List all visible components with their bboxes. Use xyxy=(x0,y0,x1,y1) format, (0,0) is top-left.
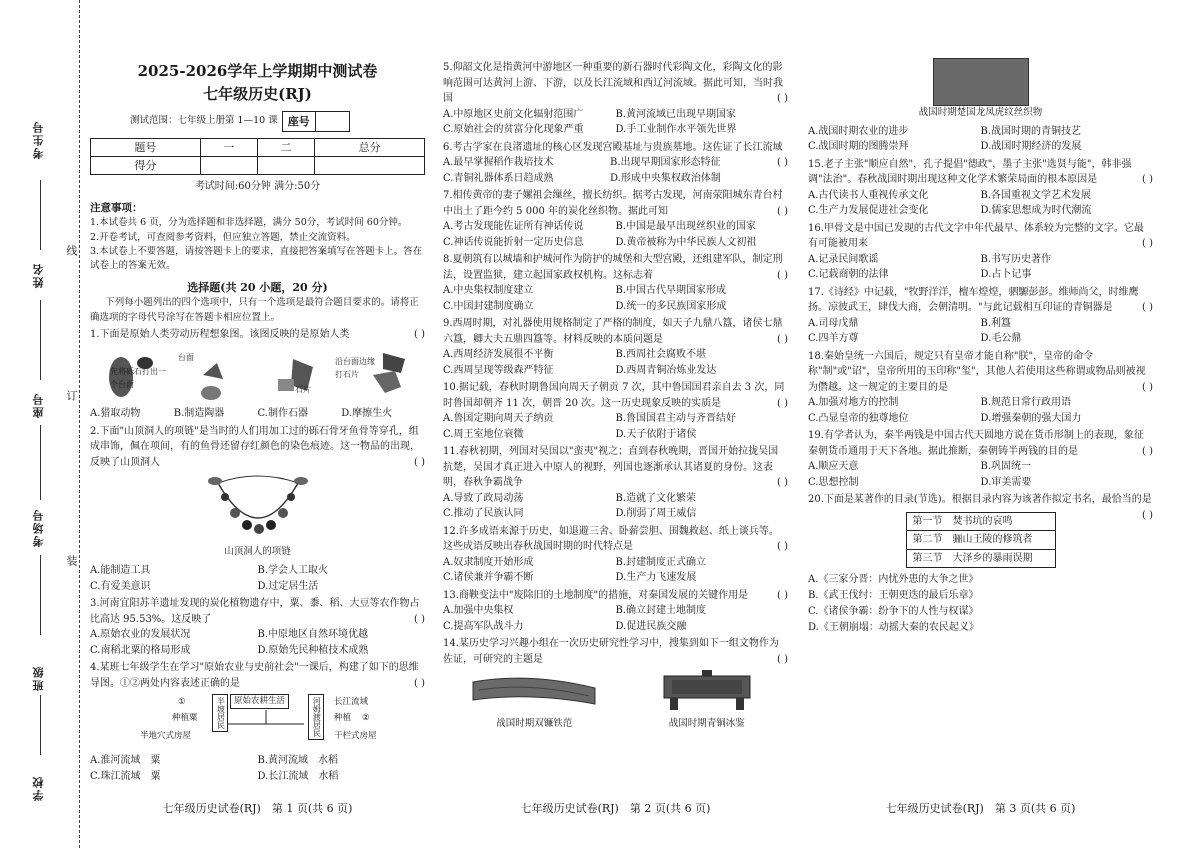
question-1 xyxy=(90,327,425,343)
mindmap-right-node: 河姆渡居民 xyxy=(308,694,324,740)
q1-option-c[interactable]: C.制作石器 xyxy=(257,408,308,420)
q8-option-c[interactable]: C.中国封建制度确立 xyxy=(443,300,534,312)
q2-options xyxy=(90,563,425,594)
score-header-part1: 一 xyxy=(200,138,257,156)
q13-stem: 13.商鞅变法中"废除旧的土地制度"的措施，对秦国发展的关键作用是 xyxy=(443,589,749,601)
q5-options xyxy=(443,107,788,138)
q5-option-d[interactable]: D.手工业制作水平领先世界 xyxy=(615,124,737,135)
q6-option-b[interactable]: B.出现早期国家形态特征 xyxy=(610,157,721,168)
section-instruction: 下列每小题列出的四个选项中，只有一个选项是最符合题目要求的。请将正确选项的字母代号涂写在答题卡相应位置上。 xyxy=(90,297,419,323)
q13-option-c[interactable]: C.提高军队战斗力 xyxy=(443,620,524,632)
q10-option-c[interactable]: C.周王室地位衰微 xyxy=(443,428,524,440)
q2-answer-paren: ( ) xyxy=(414,456,425,468)
q2-option-c[interactable]: C.有爱美意识 xyxy=(90,580,151,592)
q7-options xyxy=(443,219,788,250)
q18-option-a[interactable]: A.加强对地方的控制 xyxy=(808,397,899,409)
footer-page-3: 七年级历史试卷(RJ) 第 3 页(共 6 页) xyxy=(885,802,1076,815)
exam-time: 考试时间:60分钟 满分:50分 xyxy=(194,180,321,192)
mindmap-connector xyxy=(226,710,306,740)
q11-option-b[interactable]: B.造就了文化繁荣 xyxy=(615,492,697,504)
q5-option-c[interactable]: C.原始社会的贫富分化现象严重 xyxy=(443,124,584,135)
q20-stem: 20.下面是某著作的目录(节选)。根据目录内容为该著作拟定书名，最恰当的是 xyxy=(808,494,1152,506)
q7-answer-paren: ( ) xyxy=(777,205,788,217)
q13-answer-paren: ( ) xyxy=(777,589,788,601)
q10-option-d[interactable]: D.天子依附于诸侯 xyxy=(615,428,697,440)
q4-options xyxy=(90,753,425,784)
q15-option-b[interactable]: B.各国重视文学艺术发展 xyxy=(980,189,1092,201)
q6-option-d[interactable]: D.形成中央集权政治体制 xyxy=(610,172,721,184)
q19-answer-paren: ( ) xyxy=(1142,445,1153,457)
q14-caption-3: 战国时期楚国龙凤虎纹丝织物 xyxy=(918,107,1043,118)
mindmap-left-node: 半坡居民 xyxy=(212,694,228,732)
q2-stem: 2.下面"山顶洞人的项链"是当时的人们用加工过的砾石骨牙鱼骨等穿孔，组成串饰，佩在项间，有的鱼骨还留存红颜色的染色痕迹。这一物品的出现，反映了山顶洞人 xyxy=(90,425,420,468)
seat-box-label: 座号 xyxy=(287,114,310,128)
q4-option-c[interactable]: C.珠江流域 粟 xyxy=(90,770,161,782)
q14-figure-1 xyxy=(469,670,599,732)
q19-option-d[interactable]: D.审美需要 xyxy=(980,476,1032,488)
q17-answer-paren: ( ) xyxy=(1142,302,1153,314)
cut-mark-bind: 订 xyxy=(65,390,79,401)
q16-option-c[interactable]: C.记载商朝的法律 xyxy=(808,269,889,281)
q17-option-a[interactable]: A.司母戊鼎 xyxy=(808,317,859,329)
q3-option-a[interactable]: A.原始农业的发展状况 xyxy=(90,629,191,641)
q4-mindmap xyxy=(90,694,425,750)
q13-option-a[interactable]: A.加强中央集权 xyxy=(443,605,514,616)
score-header-total: 总分 xyxy=(315,138,425,156)
q12-options xyxy=(443,555,788,586)
q3-option-c[interactable]: C.南稻北粟的格局形成 xyxy=(90,644,191,656)
q19-stem: 19.有学者认为，秦半两钱是中国古代天圆地方说在货币形制上的表现，象征秦朝货币通用于天下各地。据此推断，秦朝铸半两钱的目的是 xyxy=(808,430,1144,457)
q8-option-d[interactable]: D.统一的多民族国家形成 xyxy=(615,300,727,312)
question-13 xyxy=(443,588,788,604)
q17-option-c[interactable]: C.四羊方尊 xyxy=(808,333,859,345)
note-item: 2.开卷考试，可查阅参考资料，但应独立答题，禁止交流资料。 xyxy=(90,231,356,243)
q20-option-b[interactable]: B.《武王伐纣：王朝更迭的最后乐章》 xyxy=(808,590,979,602)
question-16 xyxy=(808,221,1153,252)
name-line xyxy=(40,300,41,380)
seat-line xyxy=(40,425,41,500)
mindmap-r1: 长江流域 xyxy=(334,697,369,708)
q14-figure-2 xyxy=(652,670,762,732)
scope-text: 测试范围：七年级上册第 1—10 课 xyxy=(130,114,278,126)
q15-option-c[interactable]: C.生产力发展促进社会变化 xyxy=(808,205,929,217)
q9-option-a[interactable]: A.西周经济发展很不平衡 xyxy=(443,349,554,360)
q16-answer-paren: ( ) xyxy=(1142,238,1153,250)
q14-option-d[interactable]: D.战国时期经济的发展 xyxy=(980,141,1082,153)
binding-strip xyxy=(0,0,80,848)
q13-option-d[interactable]: D.促进民族交融 xyxy=(615,620,687,632)
q18-option-d[interactable]: D.增强秦朝的强大国力 xyxy=(980,412,1082,424)
test-scope xyxy=(130,111,425,132)
q9-option-b[interactable]: B.西周社会腐败不堪 xyxy=(615,349,707,360)
name-label: 姓名 xyxy=(32,262,45,288)
q19-option-b[interactable]: B.巩固统一 xyxy=(980,461,1032,473)
q20-option-d[interactable]: D.《王朝崩塌：动摇大秦的农民起义》 xyxy=(808,622,979,634)
mindmap-r2: 种植 xyxy=(334,713,352,724)
room-line xyxy=(40,555,41,635)
q4-option-a[interactable]: A.淮河流域 粟 xyxy=(90,755,161,767)
seat-box-input[interactable] xyxy=(315,112,349,131)
toc-item: 第一节 焚书坑的哀鸣 xyxy=(907,513,1055,532)
q18-answer-paren: ( ) xyxy=(1142,381,1153,393)
q15-options xyxy=(808,188,1153,219)
q15-stem: 15.老子主张"顺应自然"，孔子提倡"德政"，墨子主张"选贤与能"，韩非强调"法治"。春秋战国时期出现这种文化学术繁荣局面的根本原因是 xyxy=(808,158,1132,186)
mindmap-circle-2: ② xyxy=(362,713,370,724)
q10-options xyxy=(443,411,788,442)
q1-fig-label: 沿台面边缘打石片 xyxy=(335,357,375,379)
exam-number-line xyxy=(40,180,41,250)
q11-stem: 11.春秋初期，列国对吴国以"蛮夷"视之；直到春秋晚期，晋国开始拉拢吴国抗楚，吴国才真正进入中原人的视野，列国也逐渐承认其诸夏的身份。这表明，春秋争霸战争 xyxy=(443,446,779,488)
q5-option-b[interactable]: B.黄河流域已出现早期国家 xyxy=(615,108,737,120)
q3-options xyxy=(90,627,425,658)
mindmap-r3: 干栏式房屋 xyxy=(334,731,377,742)
q16-option-b[interactable]: B.书写历史著作 xyxy=(980,253,1052,265)
q1-option-a[interactable]: A.猎取动物 xyxy=(90,408,141,420)
score-header-item: 题号 xyxy=(91,138,201,156)
silk-fabric-image xyxy=(933,58,1029,106)
necklace-illustration xyxy=(203,473,313,545)
q8-options xyxy=(443,283,788,314)
q14-figures xyxy=(443,670,788,732)
score-row-label: 得分 xyxy=(91,156,201,174)
note-item: 3.本试卷上不要答题，请按答题卡上的要求，直接把答案填写在答题卡上。答在试卷上的答案无效。 xyxy=(90,245,423,272)
q6-option-a[interactable]: A.最早掌握稻作栽培技术 xyxy=(443,157,554,168)
q20-options xyxy=(808,572,1153,636)
question-4 xyxy=(90,660,425,691)
room-label: 考场号 xyxy=(32,508,45,547)
q18-stem: 18.秦始皇统一六国后，规定只有皇帝才能自称"朕"，皇帝的命令称"制"或"诏"，皇帝所用的玉印称"玺"，其他人若使用这些称谓或物品则被视为僭越。这一规定的主要目的是 xyxy=(808,350,1146,393)
question-9 xyxy=(443,316,788,347)
q14-option-b[interactable]: B.战国时期的青铜技艺 xyxy=(980,125,1082,137)
notes-title: 注意事项： xyxy=(90,202,143,215)
q15-option-d[interactable]: D.儒家思想成为时代潮流 xyxy=(980,205,1092,217)
q12-answer-paren: ( ) xyxy=(777,541,788,552)
q7-option-b[interactable]: B.中国是最早出现丝织业的国家 xyxy=(615,221,757,232)
q1-stem: 1.下面是原始人类劳动历程想象图。该图反映的是原始人类 xyxy=(90,328,350,340)
q6-option-c[interactable]: C.青铜礼器体系日趋成熟 xyxy=(443,172,554,184)
q9-option-c[interactable]: C.西周呈现等级森严特征 xyxy=(443,364,554,376)
q9-stem: 9.西周时期，对礼器使用规格制定了严格的制度，如天子九鼎八簋，诸侯七鼎六簋，卿大夫五鼎四簋等。材料反映的本质问题是 xyxy=(443,318,783,345)
q7-option-c[interactable]: C.神话传说能折射一定历史信息 xyxy=(443,236,584,248)
q12-option-b[interactable]: B.封建制度正式确立 xyxy=(615,556,707,568)
q10-option-b[interactable]: B.鲁国国君主动与齐晋结好 xyxy=(615,413,737,424)
question-12 xyxy=(443,524,788,555)
footer-page-1: 七年级历史试卷(RJ) 第 1 页(共 6 页) xyxy=(162,802,353,815)
q8-option-b[interactable]: B.中国古代早期国家形成 xyxy=(615,285,727,296)
question-19 xyxy=(808,428,1153,459)
q20-option-a[interactable]: A.《三家分晋：内忧外患的大争之世》 xyxy=(808,574,979,586)
q8-stem: 8.夏朝筑有以城墙和护城河作为防护的城堡和大型宫殿，还组建军队，制定刑法，设置监狱，建立起国家政权机构。这标志着 xyxy=(443,254,783,281)
q19-options xyxy=(808,459,1153,490)
exam-subtitle: 七年级历史(RJ) xyxy=(203,85,312,104)
q10-option-a[interactable]: A.鲁国定期向周天子纳贡 xyxy=(443,413,554,424)
mindmap-circle-1: ① xyxy=(178,697,186,708)
q14-figure-3 xyxy=(808,58,1153,121)
q20-answer-paren: ( ) xyxy=(1142,509,1153,521)
exam-number-label: 考生号 xyxy=(32,120,45,159)
q1-fig-label: 石片 xyxy=(295,385,311,395)
mindmap-center-node: 原始农耕生活 xyxy=(230,694,289,709)
q14-caption-1: 战国时期双镰铁范 xyxy=(496,718,573,730)
q13-options xyxy=(443,603,788,634)
q7-option-d[interactable]: D.黄帝被称为中华民族人文初祖 xyxy=(615,236,757,248)
q16-option-a[interactable]: A.记录民间歌谣 xyxy=(808,253,879,265)
q9-options xyxy=(443,347,788,378)
question-7 xyxy=(443,188,788,219)
toc-item: 第二节 骊山王陵的修筑者 xyxy=(907,531,1055,550)
q5-answer-paren: ( ) xyxy=(777,93,788,104)
q19-option-a[interactable]: A.顺应天意 xyxy=(808,461,859,473)
q8-option-a[interactable]: A.中央集权制度建立 xyxy=(443,285,534,296)
page-1 xyxy=(90,58,425,793)
q14-answer-paren: ( ) xyxy=(777,653,788,665)
q14-option-a[interactable]: A.战国时期农业的进步 xyxy=(808,125,909,137)
school-label: 学校 xyxy=(32,775,45,801)
q15-answer-paren: ( ) xyxy=(1142,174,1153,186)
q11-options xyxy=(443,491,788,522)
q1-answer-paren: ( ) xyxy=(414,328,425,340)
question-2 xyxy=(90,424,425,471)
q11-option-a[interactable]: A.导致了政局动荡 xyxy=(443,492,524,504)
bronze-ice-box-image xyxy=(652,670,762,712)
q16-options xyxy=(808,252,1153,283)
q18-option-c[interactable]: C.凸显皇帝的独尊地位 xyxy=(808,412,909,424)
score-cell-1[interactable] xyxy=(200,156,257,174)
q8-answer-paren: ( ) xyxy=(777,269,788,281)
q11-option-c[interactable]: C.推动了民族认同 xyxy=(443,508,524,519)
cut-mark-line: 线 xyxy=(65,245,79,256)
question-18 xyxy=(808,349,1153,396)
seat-box xyxy=(282,111,350,132)
question-3 xyxy=(90,596,425,627)
question-15 xyxy=(808,157,1153,188)
q12-option-a[interactable]: A.奴隶制度开始形成 xyxy=(443,556,534,568)
q9-option-d[interactable]: D.西周青铜冶炼业发达 xyxy=(615,364,717,376)
iron-mold-image xyxy=(469,670,599,712)
q17-option-b[interactable]: B.利簋 xyxy=(980,317,1012,329)
q18-option-b[interactable]: B.规范日常行政用语 xyxy=(980,397,1072,409)
q3-option-d[interactable]: D.原始先民种植技术成熟 xyxy=(257,644,369,656)
q2-option-a[interactable]: A.能制造工具 xyxy=(90,565,151,577)
q1-fig-label: 台面 xyxy=(178,353,194,363)
q14-options xyxy=(808,124,1153,155)
footer-page-2: 七年级历史试卷(RJ) 第 2 页(共 6 页) xyxy=(520,802,711,815)
question-10 xyxy=(443,380,788,411)
q11-option-d[interactable]: D.削弱了周王威信 xyxy=(615,508,697,519)
exam-title: 2025-2026学年上学期期中测试卷 xyxy=(137,62,378,80)
q12-option-c[interactable]: C.诸侯兼并争霸不断 xyxy=(443,572,534,583)
q6-stem: 6.考古学家在良渚遗址的核心区发现宫殿基址与贵族墓地。这佐证了长江流域 xyxy=(443,141,783,153)
q17-stem: 17.《诗经》中记载，"牧野洋洋，檀车煌煌，驷騵彭彭。维师尚父，时维鹰扬。凉彼武王，肆伐大商，会朝清明。"与此记载相互印证的青铜器是 xyxy=(808,286,1139,314)
score-table xyxy=(90,138,425,175)
q1-option-b[interactable]: B.制造陶器 xyxy=(173,408,225,420)
q14-caption-2: 战国时期青铜冰鉴 xyxy=(668,718,745,730)
q2-option-b[interactable]: B.学会人工取火 xyxy=(257,565,329,577)
q1-options xyxy=(90,406,425,422)
q6-answer-paren: ( ) xyxy=(777,157,788,168)
q12-option-d[interactable]: D.生产力飞速发展 xyxy=(615,572,697,583)
q11-answer-paren: ( ) xyxy=(777,477,788,488)
q2-option-d[interactable]: D.过定居生活 xyxy=(257,580,319,592)
q14-option-c[interactable]: C.战国时期的图腾崇拜 xyxy=(808,141,909,153)
q4-option-b[interactable]: B.黄河流域 水稻 xyxy=(257,755,339,767)
q18-options xyxy=(808,395,1153,426)
mindmap-l1: 种植粟 xyxy=(172,713,198,724)
question-5 xyxy=(443,60,788,107)
toc-item: 第三节 大泽乡的暴雨误期 xyxy=(912,552,1033,564)
q4-stem: 4.某班七年级学生在学习"原始农业与史前社会"一课后，构建了如下的思维导图。①②两处内容表述正确的是 xyxy=(90,662,419,689)
question-17 xyxy=(808,285,1153,316)
page-3 xyxy=(808,58,1153,793)
q20-option-c[interactable]: C.《诸侯争霸：纷争下的人性与权谋》 xyxy=(808,606,979,618)
q5-option-a[interactable]: A.中原地区史前文化辐射范围广 xyxy=(443,108,584,120)
q17-option-d[interactable]: D.毛公鼎 xyxy=(980,333,1022,345)
seat-label: 座号 xyxy=(32,392,45,418)
q16-stem: 16.甲骨文是中国已发现的古代文字中年代最早、体系较为完整的文字。它最有可能被用来 xyxy=(808,222,1144,250)
score-header-part2: 二 xyxy=(257,138,314,156)
q19-option-c[interactable]: C.思想控制 xyxy=(808,476,859,488)
question-11 xyxy=(443,444,788,491)
q1-option-d[interactable]: D.摩擦生火 xyxy=(341,408,393,420)
q20-toc xyxy=(906,512,1056,569)
question-8 xyxy=(443,252,788,283)
q3-option-b[interactable]: B.中原地区自然环境优越 xyxy=(257,629,369,641)
q2-caption: 山顶洞人的项链 xyxy=(224,546,291,558)
cut-mark-pack: 装 xyxy=(65,555,79,566)
q7-stem: 7.相传黄帝的妻子嫘祖会缫丝，擅长纺织。据考古发现，河南荥阳城东青台村中出土了距今约 5 000 年的炭化丝织物。据此可知 xyxy=(443,190,783,217)
class-label: 班级 xyxy=(32,665,45,691)
q3-stem: 3.河南宜阳苏羊遗址发现的炭化植物遗存中，粟、黍、稻、大豆等农作物占比高达 95.53%。这反映了 xyxy=(90,598,420,625)
q5-stem: 5.仰韶文化是指黄河中游地区一种重要的新石器时代彩陶文化，彩陶文化的影响范围可达黄河上游、下游，以及长江流域和西辽河流域。据此可知，当时我国 xyxy=(443,62,783,104)
q2-figure xyxy=(90,473,425,560)
q17-options xyxy=(808,316,1153,347)
score-cell-2[interactable] xyxy=(257,156,314,174)
q13-option-b[interactable]: B.确立封建土地制度 xyxy=(615,605,707,616)
class-line xyxy=(40,695,41,755)
q7-option-a[interactable]: A.考古发现能佐证所有神话传说 xyxy=(443,221,584,232)
q15-option-a[interactable]: A.古代读书人重视传承文化 xyxy=(808,189,929,201)
q16-option-d[interactable]: D.占卜记事 xyxy=(980,269,1032,281)
q12-stem: 12.许多成语来源于历史，如退避三舍、卧薪尝胆、围魏救赵、纸上谈兵等。这些成语反映出春秋战国时期的时代特点是 xyxy=(443,525,779,552)
score-cell-total[interactable] xyxy=(315,156,425,174)
note-item: 1.本试卷共 6 页，分为选择题和非选择题，满分 50分，考试时间 60分钟。 xyxy=(90,217,408,229)
q4-option-d[interactable]: D.长江流域 水稻 xyxy=(257,770,339,782)
section-title: 选择题(共 20 小题，20 分) xyxy=(187,281,328,295)
page-2 xyxy=(443,58,788,793)
q14-stem: 14.某历史学习兴趣小组在一次历史研究性学习中，搜集到如下一组文物作为佐证，可研究的主题是 xyxy=(443,638,779,665)
q3-answer-paren: ( ) xyxy=(414,613,425,625)
q10-answer-paren: ( ) xyxy=(777,397,788,409)
q1-fig-label: 先将砾石打出一个台面 xyxy=(110,367,166,389)
q4-answer-paren: ( ) xyxy=(414,677,425,689)
q9-answer-paren: ( ) xyxy=(777,333,788,345)
question-14 xyxy=(443,636,788,667)
q10-stem: 10.据记载，春秋时期鲁国向周天子朝贡 7 次，其中鲁国国君亲自去 3 次，同时鲁国却朝齐 11 次，朝晋 20 次。这一历史现象反映的实质是 xyxy=(443,382,785,409)
q6-options xyxy=(443,155,777,186)
mindmap-l2: 半地穴式房屋 xyxy=(140,731,192,742)
